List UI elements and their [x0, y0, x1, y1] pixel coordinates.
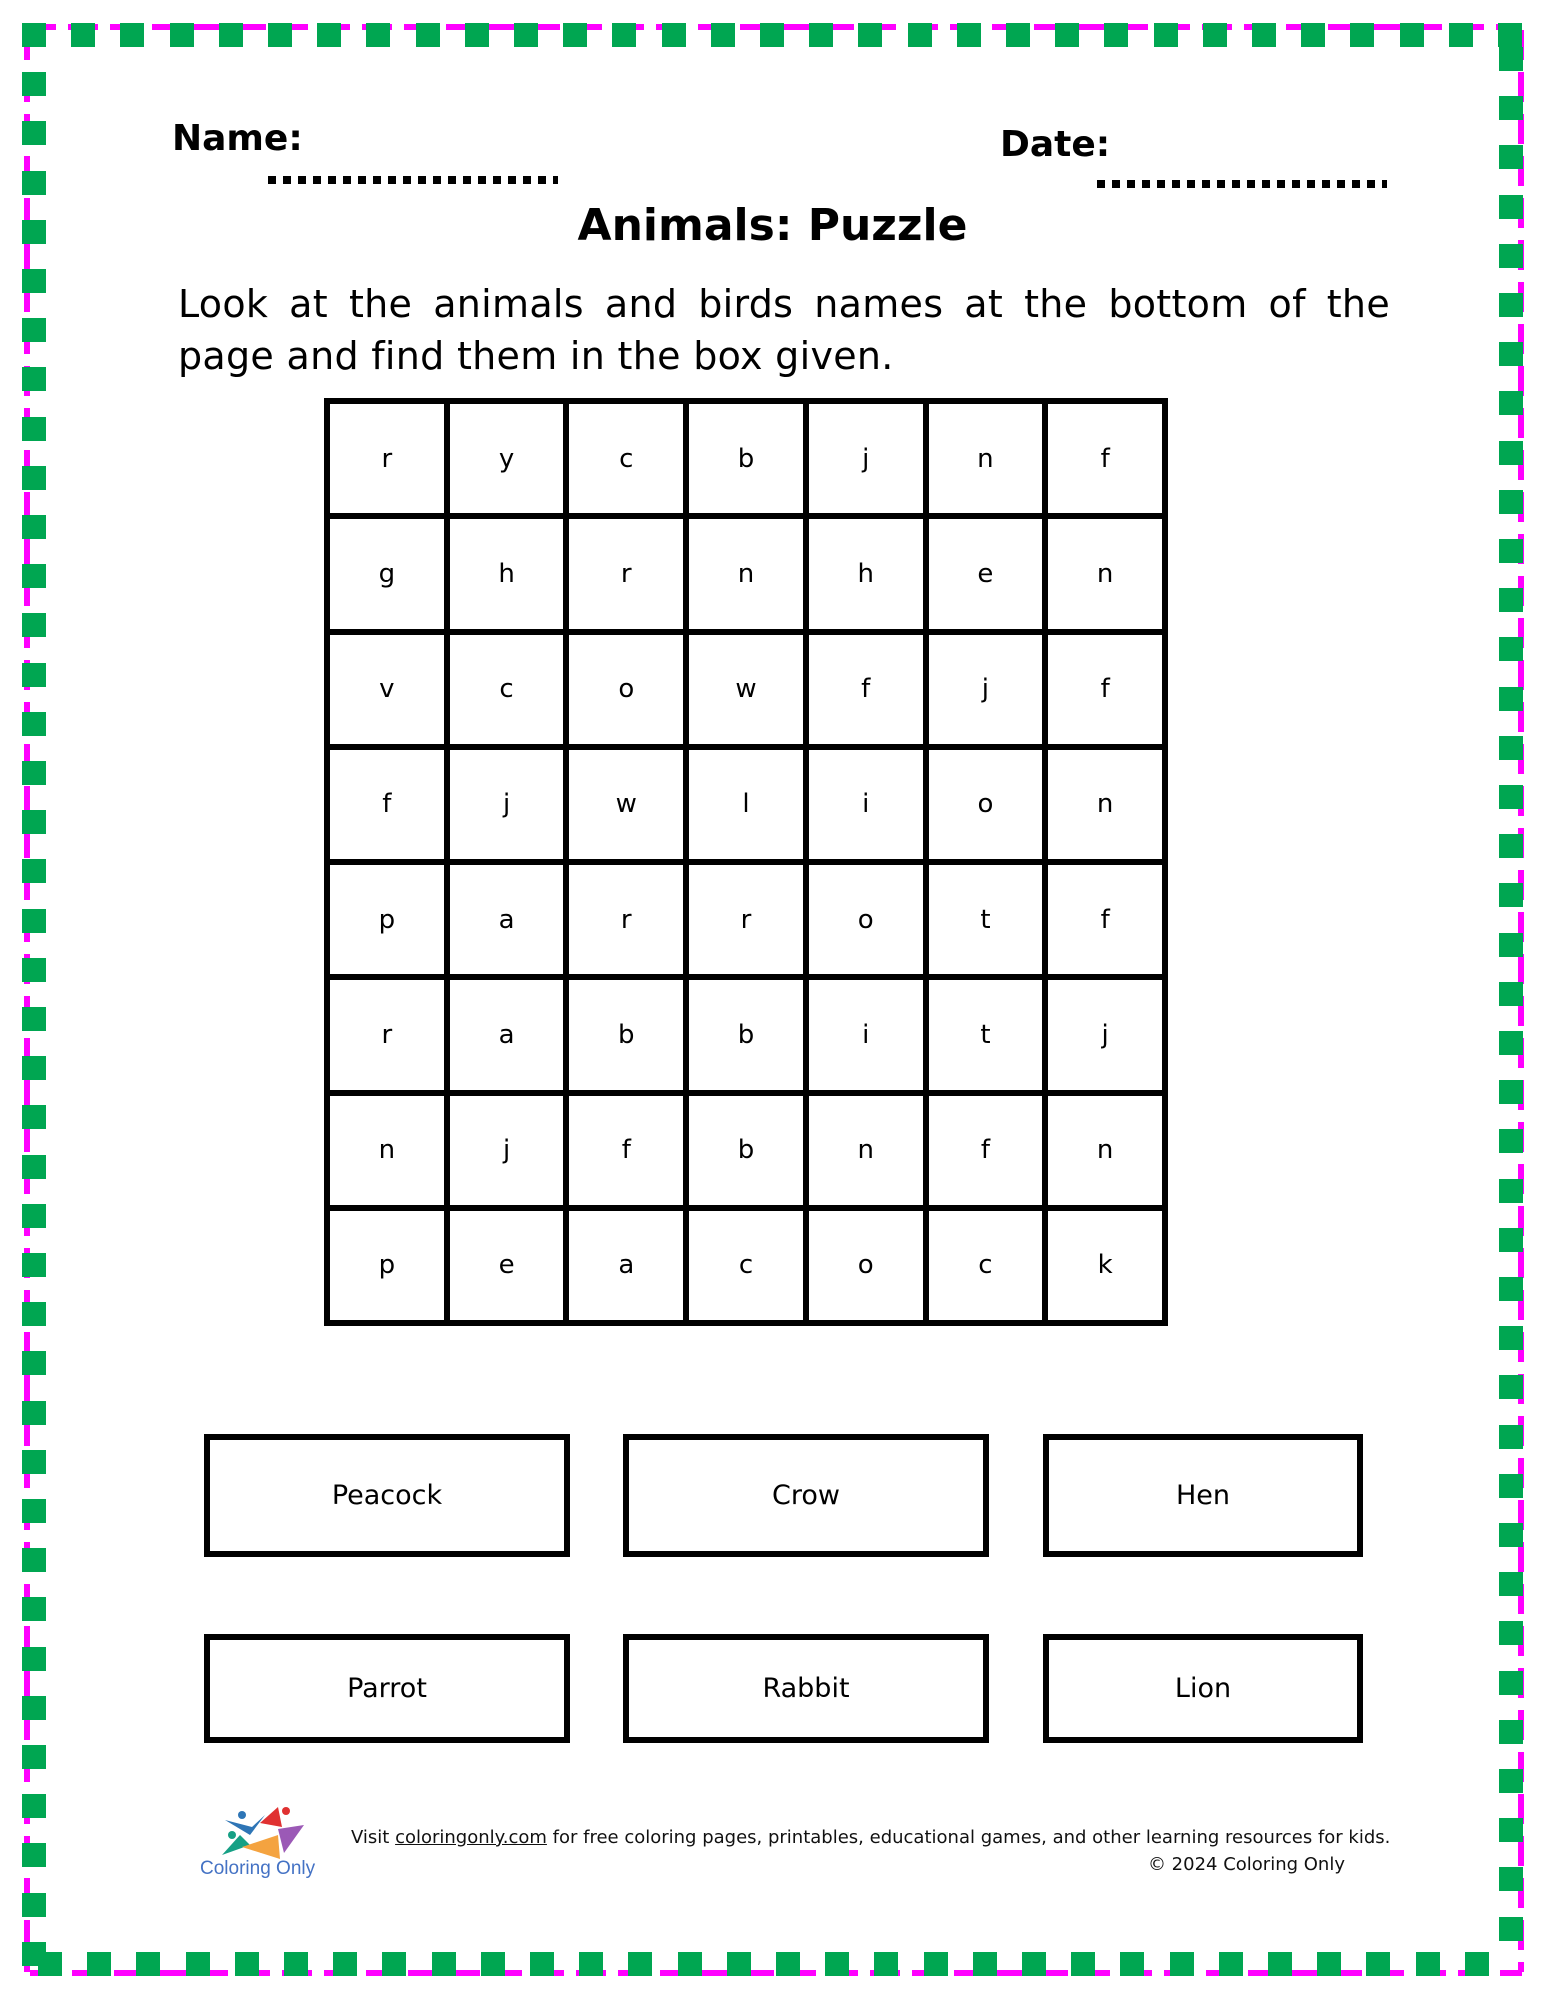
grid-cell[interactable]: w	[686, 632, 806, 747]
border-square	[1104, 23, 1128, 47]
border-square	[1499, 687, 1523, 711]
border-square	[22, 712, 46, 736]
border-square	[1022, 1952, 1046, 1976]
grid-cell[interactable]: o	[926, 747, 1046, 862]
border-square	[1449, 23, 1473, 47]
grid-cell[interactable]: v	[327, 632, 447, 747]
border-square	[1350, 23, 1374, 47]
grid-cell[interactable]: i	[806, 977, 926, 1092]
grid-cell[interactable]: c	[447, 632, 567, 747]
border-square	[1499, 47, 1523, 71]
border-square	[22, 958, 46, 982]
border-square	[22, 1253, 46, 1277]
border-square	[22, 72, 46, 96]
border-square	[219, 23, 243, 47]
border-square	[1499, 1621, 1523, 1645]
border-square	[22, 1450, 46, 1474]
grid-cell[interactable]: j	[806, 401, 926, 516]
grid-cell[interactable]: n	[1045, 747, 1165, 862]
border-square	[628, 1952, 652, 1976]
border-square	[284, 1952, 308, 1976]
word-box-lion: Lion	[1043, 1634, 1363, 1743]
grid-cell[interactable]: e	[926, 516, 1046, 631]
border-square	[858, 23, 882, 47]
border-square	[1499, 1867, 1523, 1891]
grid-cell[interactable]: i	[806, 747, 926, 862]
grid-cell[interactable]: n	[1045, 1093, 1165, 1208]
grid-cell[interactable]: p	[327, 1208, 447, 1323]
border-square	[924, 1952, 948, 1976]
border-square	[1499, 1671, 1523, 1695]
grid-cell[interactable]: r	[686, 862, 806, 977]
border-square	[22, 1056, 46, 1080]
border-square	[186, 1952, 210, 1976]
border-square	[874, 1952, 898, 1976]
logo-teal-figure	[222, 1835, 250, 1855]
border-square	[711, 23, 735, 47]
border-square	[1499, 834, 1523, 858]
border-square	[120, 23, 144, 47]
border-square	[1120, 1952, 1144, 1976]
page-title: Animals: Puzzle	[577, 200, 968, 251]
border-square	[22, 1204, 46, 1228]
grid-cell[interactable]: y	[447, 401, 567, 516]
word-box-crow: Crow	[623, 1434, 989, 1557]
border-square	[514, 23, 538, 47]
grid-cell[interactable]: w	[566, 747, 686, 862]
border-square	[1499, 785, 1523, 809]
border-square	[235, 1952, 259, 1976]
border-square	[22, 909, 46, 933]
border-square	[662, 23, 686, 47]
border-square	[1252, 23, 1276, 47]
border-square	[22, 1794, 46, 1818]
border-square	[530, 1952, 554, 1976]
border-square	[1416, 1952, 1440, 1976]
grid-cell[interactable]: r	[566, 516, 686, 631]
border-square	[1499, 1425, 1523, 1449]
border-square	[612, 23, 636, 47]
border-square	[22, 613, 46, 637]
border-square	[1498, 23, 1522, 47]
border-square	[1499, 883, 1523, 907]
border-square	[1499, 637, 1523, 661]
grid-cell[interactable]: f	[1045, 401, 1165, 516]
border-square	[22, 1155, 46, 1179]
border-square	[38, 1952, 62, 1976]
visit-suffix: for free coloring pages, printables, educational games, and other learning resources for kids.	[546, 1827, 1391, 1848]
border-square	[825, 1952, 849, 1976]
border-square	[22, 269, 46, 293]
border-square	[1465, 1952, 1489, 1976]
border-square	[1499, 1179, 1523, 1203]
name-label: Name:	[172, 118, 303, 159]
instructions: Look at the animals and birds names at the bottom of the page and find them in the box given.	[178, 282, 1390, 378]
border-square	[1499, 1769, 1523, 1793]
border-square	[1499, 391, 1523, 415]
border-square	[1499, 96, 1523, 120]
border-square	[22, 1105, 46, 1129]
border-square	[1499, 1474, 1523, 1498]
copyright-text: © 2024 Coloring Only	[1147, 1854, 1345, 1875]
grid-cell[interactable]: a	[447, 977, 567, 1092]
grid-cell[interactable]: r	[327, 401, 447, 516]
border-square	[22, 1351, 46, 1375]
border-square	[1006, 23, 1030, 47]
border-square	[1154, 23, 1178, 47]
grid-cell[interactable]: k	[1045, 1208, 1165, 1323]
border-square	[1301, 23, 1325, 47]
border-square	[1366, 1952, 1390, 1976]
border-square	[1499, 1375, 1523, 1399]
border-square	[136, 1952, 160, 1976]
border-square	[22, 1548, 46, 1572]
border-square	[1499, 490, 1523, 514]
border-square	[22, 1597, 46, 1621]
word-box-rabbit: Rabbit	[623, 1634, 989, 1743]
border-square	[317, 23, 341, 47]
border-square	[22, 515, 46, 539]
grid-cell[interactable]: j	[447, 747, 567, 862]
grid-cell[interactable]: j	[1045, 977, 1165, 1092]
border-square	[760, 23, 784, 47]
border-square	[382, 1952, 406, 1976]
border-square	[170, 23, 194, 47]
border-square	[22, 1696, 46, 1720]
border-square	[22, 761, 46, 785]
border-square	[1499, 982, 1523, 1006]
border-square	[22, 367, 46, 391]
grid-cell[interactable]: t	[926, 862, 1046, 977]
date-label: Date:	[1000, 124, 1111, 165]
border-square	[22, 23, 46, 47]
border-square	[908, 23, 932, 47]
border-square	[1499, 539, 1523, 563]
border-square	[1499, 441, 1523, 465]
border-square	[22, 1942, 46, 1966]
border-square	[22, 23, 46, 47]
border-square	[22, 1745, 46, 1769]
border-square	[1203, 23, 1227, 47]
border-square	[957, 23, 981, 47]
grid-cell[interactable]: b	[686, 977, 806, 1092]
border-square	[1499, 588, 1523, 612]
border-square	[1400, 23, 1424, 47]
word-box-parrot: Parrot	[204, 1634, 570, 1743]
grid-cell[interactable]: g	[327, 516, 447, 631]
border-square	[809, 23, 833, 47]
border-square	[1499, 1326, 1523, 1350]
border-square	[22, 663, 46, 687]
border-square	[1499, 342, 1523, 366]
grid-cell[interactable]: p	[327, 862, 447, 977]
grid-cell[interactable]: c	[566, 401, 686, 516]
grid-cell[interactable]: n	[806, 1093, 926, 1208]
border-square	[1170, 1952, 1194, 1976]
grid-cell[interactable]: b	[686, 401, 806, 516]
grid-cell[interactable]: j	[926, 632, 1046, 747]
grid-cell[interactable]: f	[566, 1093, 686, 1208]
border-square	[268, 23, 292, 47]
grid-cell[interactable]: t	[926, 977, 1046, 1092]
border-square	[22, 1007, 46, 1031]
grid-cell[interactable]: c	[926, 1208, 1046, 1323]
border-square	[1499, 736, 1523, 760]
border-square	[465, 23, 489, 47]
coloringonly-link[interactable]: coloringonly.com	[395, 1827, 547, 1848]
visit-prefix: Visit	[351, 1827, 396, 1848]
grid-cell[interactable]: n	[686, 516, 806, 631]
border-square	[416, 23, 440, 47]
border-square	[1499, 145, 1523, 169]
border-square	[481, 1952, 505, 1976]
border-square	[22, 1647, 46, 1671]
footer-visit-text	[351, 1827, 1390, 1848]
grid-cell[interactable]: a	[447, 862, 567, 977]
border-square	[776, 1952, 800, 1976]
logo-text: Coloring Only	[200, 1858, 316, 1879]
grid-cell[interactable]: r	[327, 977, 447, 1092]
border-square	[1055, 23, 1079, 47]
grid-cell[interactable]: f	[1045, 632, 1165, 747]
border-square	[1499, 293, 1523, 317]
border-square	[22, 121, 46, 145]
grid-cell[interactable]: f	[327, 747, 447, 862]
border-square	[22, 1843, 46, 1867]
grid-cell[interactable]: b	[686, 1093, 806, 1208]
grid-cell[interactable]: j	[447, 1093, 567, 1208]
word-box-hen: Hen	[1043, 1434, 1363, 1557]
border-square	[1219, 1952, 1243, 1976]
border-square	[1499, 1523, 1523, 1547]
border-square	[22, 859, 46, 883]
name-field-line[interactable]	[268, 176, 558, 184]
border-square	[1499, 1720, 1523, 1744]
grid-cell[interactable]: o	[806, 862, 926, 977]
grid-cell[interactable]: b	[566, 977, 686, 1092]
border-square	[22, 466, 46, 490]
border-square	[1499, 1031, 1523, 1055]
grid-cell[interactable]: r	[566, 862, 686, 977]
grid-cell[interactable]: e	[447, 1208, 567, 1323]
border-square	[563, 23, 587, 47]
border-square	[22, 1893, 46, 1917]
border-square	[1268, 1952, 1292, 1976]
border-square	[22, 1499, 46, 1523]
border-square	[22, 810, 46, 834]
grid-cell[interactable]: o	[566, 632, 686, 747]
grid-cell[interactable]: h	[447, 516, 567, 631]
border-square	[22, 318, 46, 342]
border-square	[727, 1952, 751, 1976]
border-square	[87, 1952, 111, 1976]
border-square	[973, 1952, 997, 1976]
border-square	[1499, 1080, 1523, 1104]
border-square	[1499, 1917, 1523, 1941]
word-box-peacock: Peacock	[204, 1434, 570, 1557]
border-square	[678, 1952, 702, 1976]
border-square	[1499, 1129, 1523, 1153]
border-square	[71, 23, 95, 47]
border-square	[1317, 1952, 1341, 1976]
border-square	[22, 564, 46, 588]
border-square	[432, 1952, 456, 1976]
border-square	[333, 1952, 357, 1976]
grid-cell[interactable]: n	[926, 401, 1046, 516]
grid-cell[interactable]: n	[1045, 516, 1165, 631]
coloring-only-logo-icon	[220, 1805, 310, 1860]
grid-cell[interactable]: f	[1045, 862, 1165, 977]
grid-cell[interactable]: c	[686, 1208, 806, 1323]
word-search-grid	[324, 398, 1168, 1326]
grid-cell[interactable]: l	[686, 747, 806, 862]
border-square	[1499, 1228, 1523, 1252]
grid-cell[interactable]: o	[806, 1208, 926, 1323]
grid-cell[interactable]: h	[806, 516, 926, 631]
border-square	[1071, 1952, 1095, 1976]
grid-cell[interactable]: f	[926, 1093, 1046, 1208]
border-square	[366, 23, 390, 47]
border-square	[1499, 1818, 1523, 1842]
date-field-line[interactable]	[1097, 180, 1387, 188]
border-square	[22, 417, 46, 441]
border-square	[1499, 933, 1523, 957]
grid-cell[interactable]: a	[566, 1208, 686, 1323]
border-square	[22, 171, 46, 195]
grid-cell[interactable]: f	[806, 632, 926, 747]
border-square	[1499, 1277, 1523, 1301]
border-square	[22, 1401, 46, 1425]
border-square	[1499, 1572, 1523, 1596]
border-square	[22, 1302, 46, 1326]
border-square	[579, 1952, 603, 1976]
grid-cell[interactable]: n	[327, 1093, 447, 1208]
